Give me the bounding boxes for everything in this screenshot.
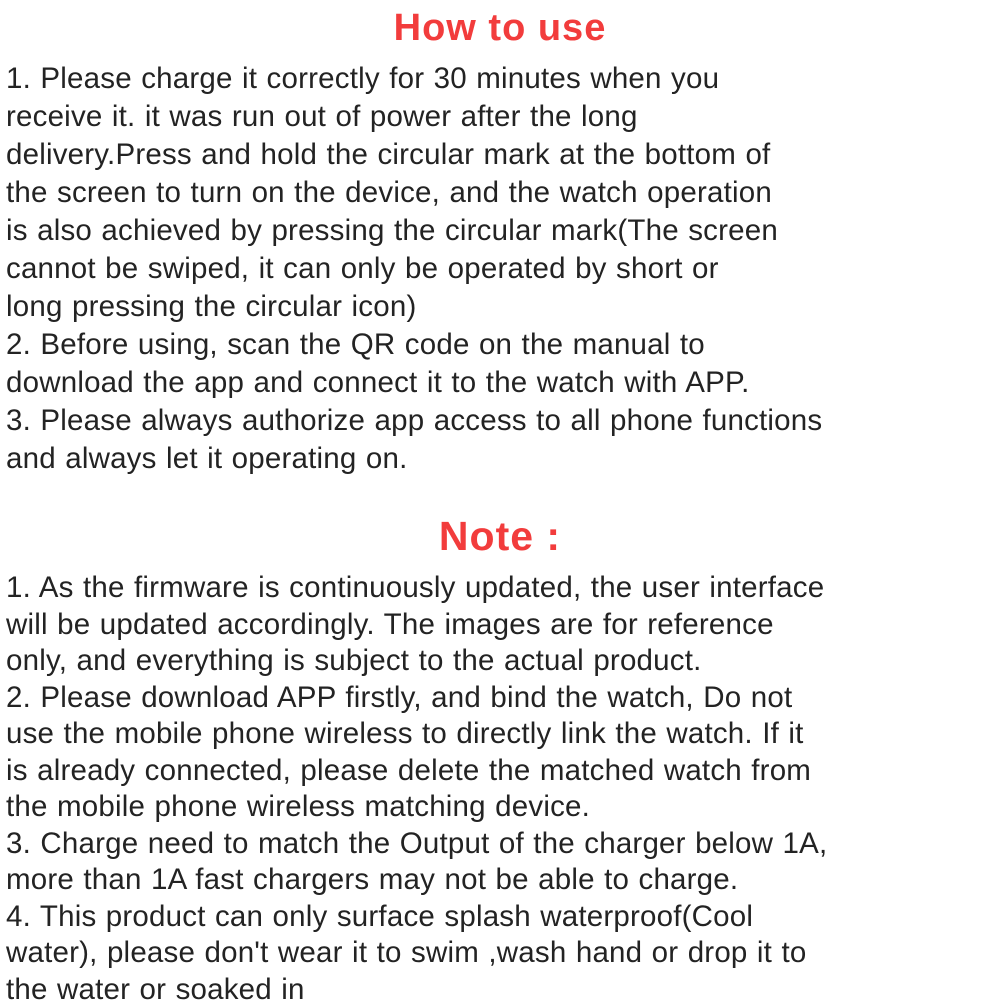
text-line: 3. Charge need to match the Output of the charger below 1A, [6, 826, 828, 860]
how-to-use-body [6, 60, 994, 478]
text-line: receive it. it was run out of power after the long [6, 100, 638, 133]
text-line: only, and everything is subject to the actual product. [6, 644, 702, 677]
text-line: will be updated accordingly. The images are for reference [6, 607, 774, 641]
text-line: use the mobile phone wireless to directly link the watch. If it [6, 717, 804, 750]
text-line: long pressing the circular icon) [6, 290, 417, 323]
section-how-to-use [6, 4, 994, 478]
text-line: 1. As the firmware is continuously updated, the user interface [6, 571, 825, 604]
text-line: the mobile phone wireless matching device. [6, 790, 591, 823]
text-line: is also achieved by pressing the circular mark(The screen [6, 214, 778, 247]
text-line: the water or soaked in [6, 972, 305, 1000]
text-line: cannot be swiped, it can only be operated by short or [6, 252, 719, 285]
section-heading-note: Note : [438, 513, 562, 559]
text-line: 4. This product can only surface splash waterproof(Cool [6, 899, 754, 933]
text-line: 3. Please always authorize app access to all phone functions [6, 404, 823, 437]
text-line: 2. Please download APP firstly, and bind the watch, Do not [6, 680, 793, 714]
note-body [6, 570, 994, 1000]
text-line: water), please don't wear it to swim ,wash hand or drop it to [6, 936, 807, 969]
text-line: 2. Before using, scan the QR code on the manual to [6, 328, 705, 361]
text-line: is already connected, please delete the matched watch from [6, 753, 812, 787]
text-line: 1. Please charge it correctly for 30 minutes when you [6, 62, 720, 95]
section-note [6, 510, 994, 1000]
text-line: more than 1A fast chargers may not be able to charge. [6, 863, 739, 896]
text-line: and always let it operating on. [6, 442, 408, 475]
text-line: download the app and connect it to the watch with APP. [6, 366, 750, 399]
text-line: the screen to turn on the device, and the watch operation [6, 176, 772, 209]
text-line: delivery.Press and hold the circular mark at the bottom of [6, 138, 771, 171]
section-heading-how-to-use: How to use [393, 7, 607, 49]
